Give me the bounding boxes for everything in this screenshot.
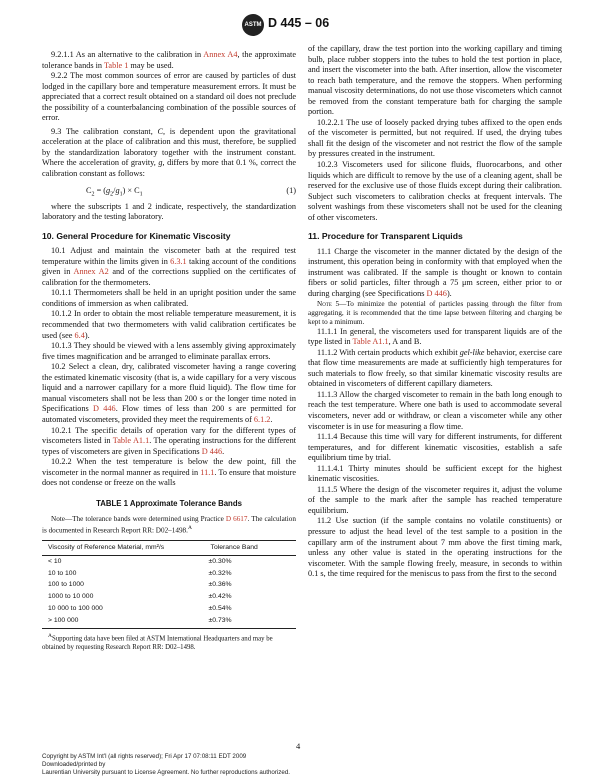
right-column — [308, 44, 562, 580]
link-6-1-2[interactable]: 6.1.2 — [253, 414, 271, 424]
para-10-2-2: 10.2.2 When the test temperature is below the dew point, fill the viscometer in the normal manner as required in 11.1. To ensure that moisture does not condense or freeze on the walls — [42, 457, 296, 488]
link-d6617[interactable]: D 6617 — [225, 515, 248, 524]
table-row: < 10 ±0.30% — [48, 557, 232, 565]
footer-line: Copyright by ASTM Int'l (all rights reserved); Fri Apr 17 07:08:11 EDT 2009 — [42, 753, 247, 760]
para-11-1-4: 11.1.4 Because this time will vary for different instruments, for different temperatures, and for different kinematic viscosities, establish a safe equilibrium time by trial. — [308, 432, 562, 463]
section-11-heading: 11. Procedure for Transparent Liquids — [308, 231, 463, 242]
para-10-2: 10.2 Select a clean, dry, calibrated viscometer having a range covering the estimated kinematic viscosity (that is, a wide capillary for a very viscous liquid and a narrower capillary for a more fluid liquid). The flow time for manual viscometers shall not be less than 200 s or the longer time noted in Specifications D 446. Flow times of less than 200 s are permitted for automated viscometers, provided they meet the requirements of 6.1.2. — [42, 362, 296, 424]
link-d446[interactable]: D 446 — [426, 289, 447, 299]
note-5: Note 5—To minimize the potential of particles passing through the filter from aggregating, it is recommended that the time lapse between filtering and charging be kept to a minimum. — [308, 299, 562, 326]
para-11-2: 11.2 Use suction (if the sample contains no volatile constituents) or pressure to adjust the head level of the test sample to a position in the capillary arm of the instrument about 7 mm above the first timing mark, unless any other value is stated in the operating instructions for the viscometer. With the sample flowing freely, measure, in seconds to within 0.1 s, the time required for the meniscus to pass from the first to the second — [308, 516, 562, 579]
para-10-2-3: 10.2.3 Viscometers used for silicone fluids, fluorocarbons, and other liquids which are difficult to remove by the use of a cleaning agent, shall be reserved for the exclusive use of those fluids except during their calibration. Subject such viscometers to calibration checks at frequent intervals. The solvent washings from these viscometers shall not be used for the cleaning of other viscometers. — [308, 160, 562, 222]
link-d446[interactable]: D 446 — [201, 446, 223, 456]
table-row: 100 to 1000 ±0.36% — [48, 581, 232, 589]
column-header: Tolerance Band — [205, 540, 296, 556]
astm-logo: ASTM — [242, 14, 264, 36]
link-6-3-1[interactable]: 6.3.1 — [170, 256, 187, 266]
para-9-3: 9.3 The calibration constant, C, is dependent upon the gravitational acceleration at the place of calibration and this must, therefore, be supplied by the standardization laboratory together with the instrument constant. Where the acceleration of gravity, g, differs by more that 0.1 %, correct the calibration constant as follows: — [42, 126, 296, 179]
link-annex-a2[interactable]: Annex A2 — [73, 267, 109, 277]
link-table-a1-1[interactable]: Table A1.1 — [352, 337, 389, 347]
link-annex-a4[interactable]: Annex A4 — [203, 50, 238, 59]
table-row: 10 to 100 ±0.32% — [48, 569, 232, 577]
para-11-1-4-1: 11.1.4.1 Thirty minutes should be sufficient except for the highest kinematic viscosities. — [308, 463, 562, 484]
para-10-1: 10.1 Adjust and maintain the viscometer bath at the required test temperature within the limits given in 6.3.1 taking account of the conditions given in Annex A2 and of the corrections supplied on the certificates of calibration for the thermometers. — [42, 246, 297, 287]
link-table-a1-1[interactable]: Table A1.1 — [112, 436, 150, 446]
para-10-1-3: 10.1.3 They should be viewed with a lens assembly giving approximately five times magnification and be arranged to eliminate parallax errors. — [42, 341, 296, 361]
table-row: 10 000 to 100 000 ±0.54% — [48, 604, 232, 612]
para-10-2-2-continued: of the capillary, draw the test portion into the working capillary and timing bulb, place rubber stoppers into the tubes to hold the test portion in place, and insert the viscometer into the bath. After insertion, allow the viscometer to reach bath temperature, and the remove the stoppers. When performing manual viscosity determinations, do not use those viscometers which cannot be removed from the constant temperature bath for charging the sample portion. — [308, 44, 562, 117]
column-header: Viscosity of Reference Material, mm²/s — [42, 540, 205, 556]
para-10-2-1: 10.2.1 The specific details of operation vary for the different types of viscometers listed in Table A1.1. The operating instructions for the different types of viscometers are given in Specifications D 446. — [42, 425, 297, 456]
table-1-footnote: $^A$Supporting data have been filed at ASTM International Headquarters and may be obtained by requesting Research Report RR: D02–1498. — [42, 633, 273, 651]
left-column — [42, 50, 296, 653]
para-11-1: 11.1 Charge the viscometer in the manner dictated by the design of the instrument, this operation being in conformity with that employed when the instrument was calibrated. If the sample is thought or known to contain fibers or solid particles, filter through a 75 μm screen, either prior to or during charging (see Specifications D 446). — [308, 246, 562, 299]
para-10-1-2: 10.1.2 In order to obtain the most reliable temperature measurement, it is recommended that two thermometers with valid calibration certificates be used (see 6.4). — [42, 309, 296, 340]
para-11-1-2: 11.1.2 With certain products which exhibit gel-like behavior, exercise care that flow time measurements are made at sufficiently high temperatures for such materials to flow freely, so that similar kinematic viscosity results are obtained in viscometers of different capillary diameters. — [308, 347, 563, 389]
section-10-heading: 10. General Procedure for Kinematic Viscosity — [42, 230, 231, 241]
equation-number: (1) — [286, 185, 296, 195]
table-1-title: TABLE 1 Approximate Tolerance Bands — [96, 498, 242, 508]
table-row: > 100 000 ±0.73% — [42, 615, 296, 629]
page-header — [0, 14, 600, 38]
para-9-2-1-1: 9.2.1.1 As an alternative to the calibration in Annex A4, the approximate tolerance bands in Table 1 may be used. — [42, 50, 296, 70]
link-11-1[interactable]: 11.1 — [200, 467, 215, 477]
equation-1 — [42, 184, 296, 198]
copyright-footer — [42, 753, 290, 776]
page-number: 4 — [296, 741, 301, 751]
para-9-2-2: 9.2.2 The most common sources of error are caused by particles of dust lodged in the capillary bore and temperature measurement errors. It must be appreciated that a correct result obtained on a standard oil does not preclude the possibility of a counterbalancing combination of the possible sources of error. — [42, 71, 296, 123]
link-table-1[interactable]: Table 1 — [103, 60, 129, 70]
table-header-row — [42, 540, 296, 556]
link-d446[interactable]: D 446 — [93, 404, 116, 414]
footer-line: Downloaded/printed by — [42, 760, 106, 768]
equation-formula: $C_2 = (g_2/g_1) \times C_1$ — [86, 185, 143, 198]
table-1-note: Note—The tolerance bands were determined using Practice D 6617. The calculation is documented in Research Report RR: D02–1498.$^A$ — [42, 515, 296, 535]
para-10-1-1: 10.1.1 Thermometers shall be held in an upright position under the same conditions of immersion as when calibrated. — [42, 288, 296, 308]
link-6-4[interactable]: 6.4 — [74, 330, 85, 340]
standard-designation: D 445 – 06 — [268, 16, 330, 30]
para-11-1-5: 11.1.5 Where the design of the viscometer requires it, adjust the volume of the sample to the mark after the sample has reached temperature equilibrium. — [308, 484, 562, 515]
tolerance-table — [42, 540, 296, 629]
para-where: where the subscripts 1 and 2 indicate, respectively, the standardization laboratory and the testing laboratory. — [42, 201, 296, 222]
para-10-2-2-1: 10.2.2.1 The use of loosely packed drying tubes affixed to the open ends of the viscometer is permitted, but not required. If used, the drying tubes shall fit the design of the viscometer and not restrict the flow of the sample by pressures created in the instrument. — [308, 117, 562, 159]
footer-line: Laurentian University pursuant to License Agreement. No further reproductions authorized. — [42, 768, 290, 776]
table-row: 1000 to 10 000 ±0.42% — [48, 593, 232, 601]
para-11-1-1: 11.1.1 In general, the viscometers used for transparent liquids are of the type listed in Table A1.1, A and B. — [308, 326, 562, 347]
para-11-1-3: 11.1.3 Allow the charged viscometer to remain in the bath long enough to reach the test temperature. Where one bath is used to accommodate several viscometers, never add or withdraw, or clean a viscometer while any other viscometer is in use for measuring a flow time. — [308, 389, 562, 431]
